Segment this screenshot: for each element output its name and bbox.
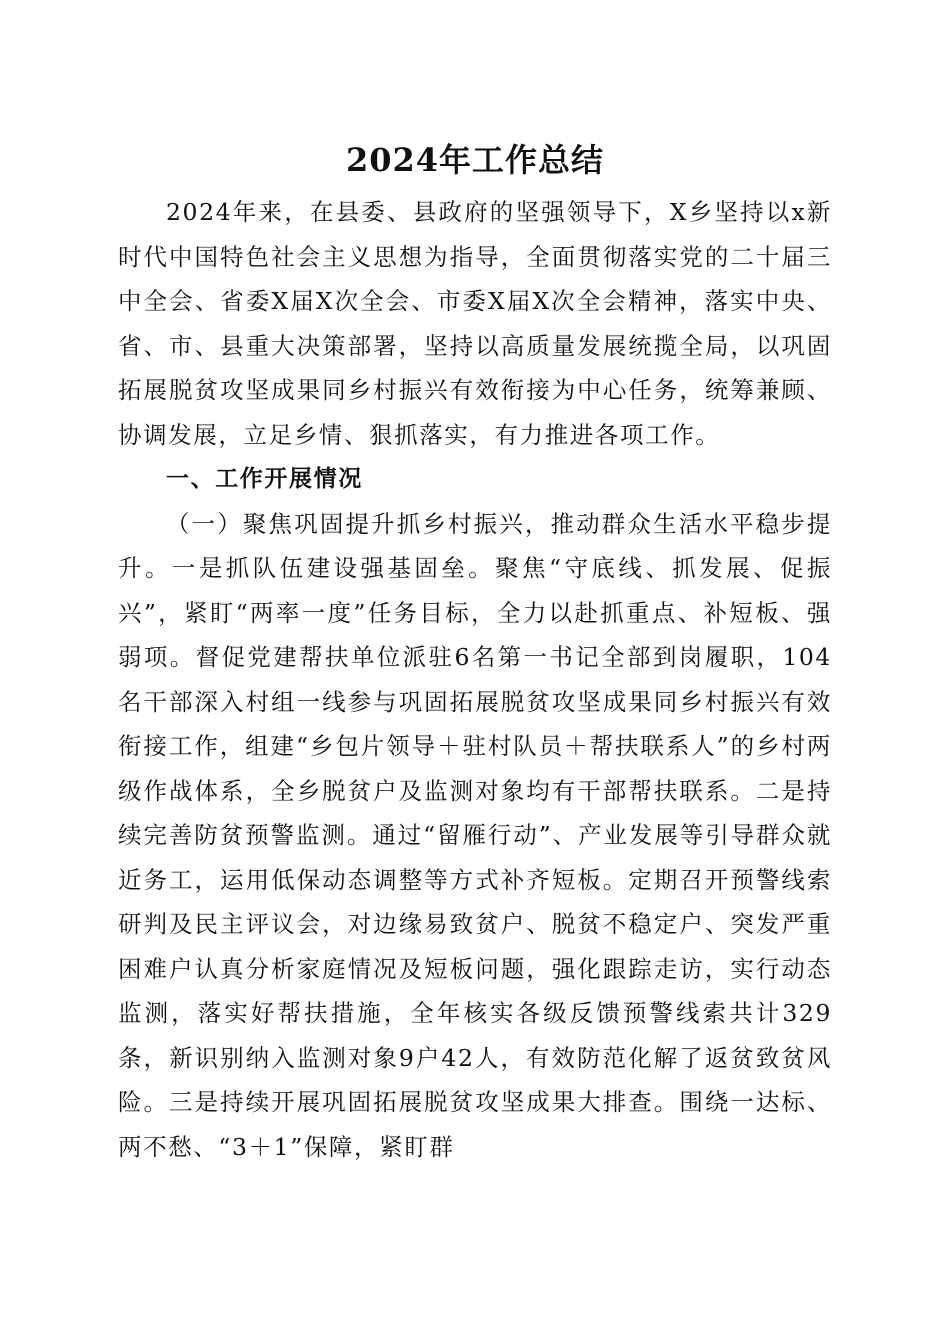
section-paragraph-rural-revitalization: （一）聚焦巩固提升抓乡村振兴，推动群众生活水平稳步提升。一是抓队伍建设强基固垒。聚焦“守底线、抓发展、促振兴”，紧盯“两率一度”任务目标，全力以赴抓重点、补短板、强弱项。督促党建帮扶单位派驻6名第一书记全部到岗履职，104名干部深入村组一线参与巩固拓展脱贫攻坚成果同乡村振兴有效衔接工作，组建“乡包片领导＋驻村队员＋帮扶联系人”的乡村两级作战体系，全乡脱贫户及监测对象均有干部帮扶联系。二是持续完善防贫预警监测。通过“留雁行动”、产业发展等引导群众就近务工，运用低保动态调整等方式补齐短板。定期召开预警线索研判及民主评议会，对边缘易致贫户、脱贫不稳定户、突发严重困难户认真分析家庭情况及短板问题，强化跟踪走访，实行动态监测，落实好帮扶措施，全年核实各级反馈预警线索共计329条，新识别纳入监测对象9户42人，有效防范化解了返贫致贫风险。三是持续开展巩固拓展脱贫攻坚成果大排查。围绕一达标、两不愁、“3＋1”保障，紧盯群 — [118, 509, 832, 1161]
document-body — [118, 190, 832, 1169]
section-heading-work-progress: 一、工作开展情况 — [166, 466, 363, 492]
document-title: 2024年工作总结 — [345, 141, 605, 179]
intro-paragraph: 2024年来，在县委、县政府的坚强领导下，X乡坚持以x新时代中国特色社会主义思想为指导，全面贯彻落实党的二十届三中全会、省委X届X次全会、市委X届X次全会精神，落实中央、省、市、县重大决策部署，坚持以高质量发展统揽全局，以巩固拓展脱贫攻坚成果同乡村振兴有效衔接为中心任务，统筹兼顾、协调发展，立足乡情、狠抓落实，有力推进各项工作。 — [118, 198, 832, 449]
